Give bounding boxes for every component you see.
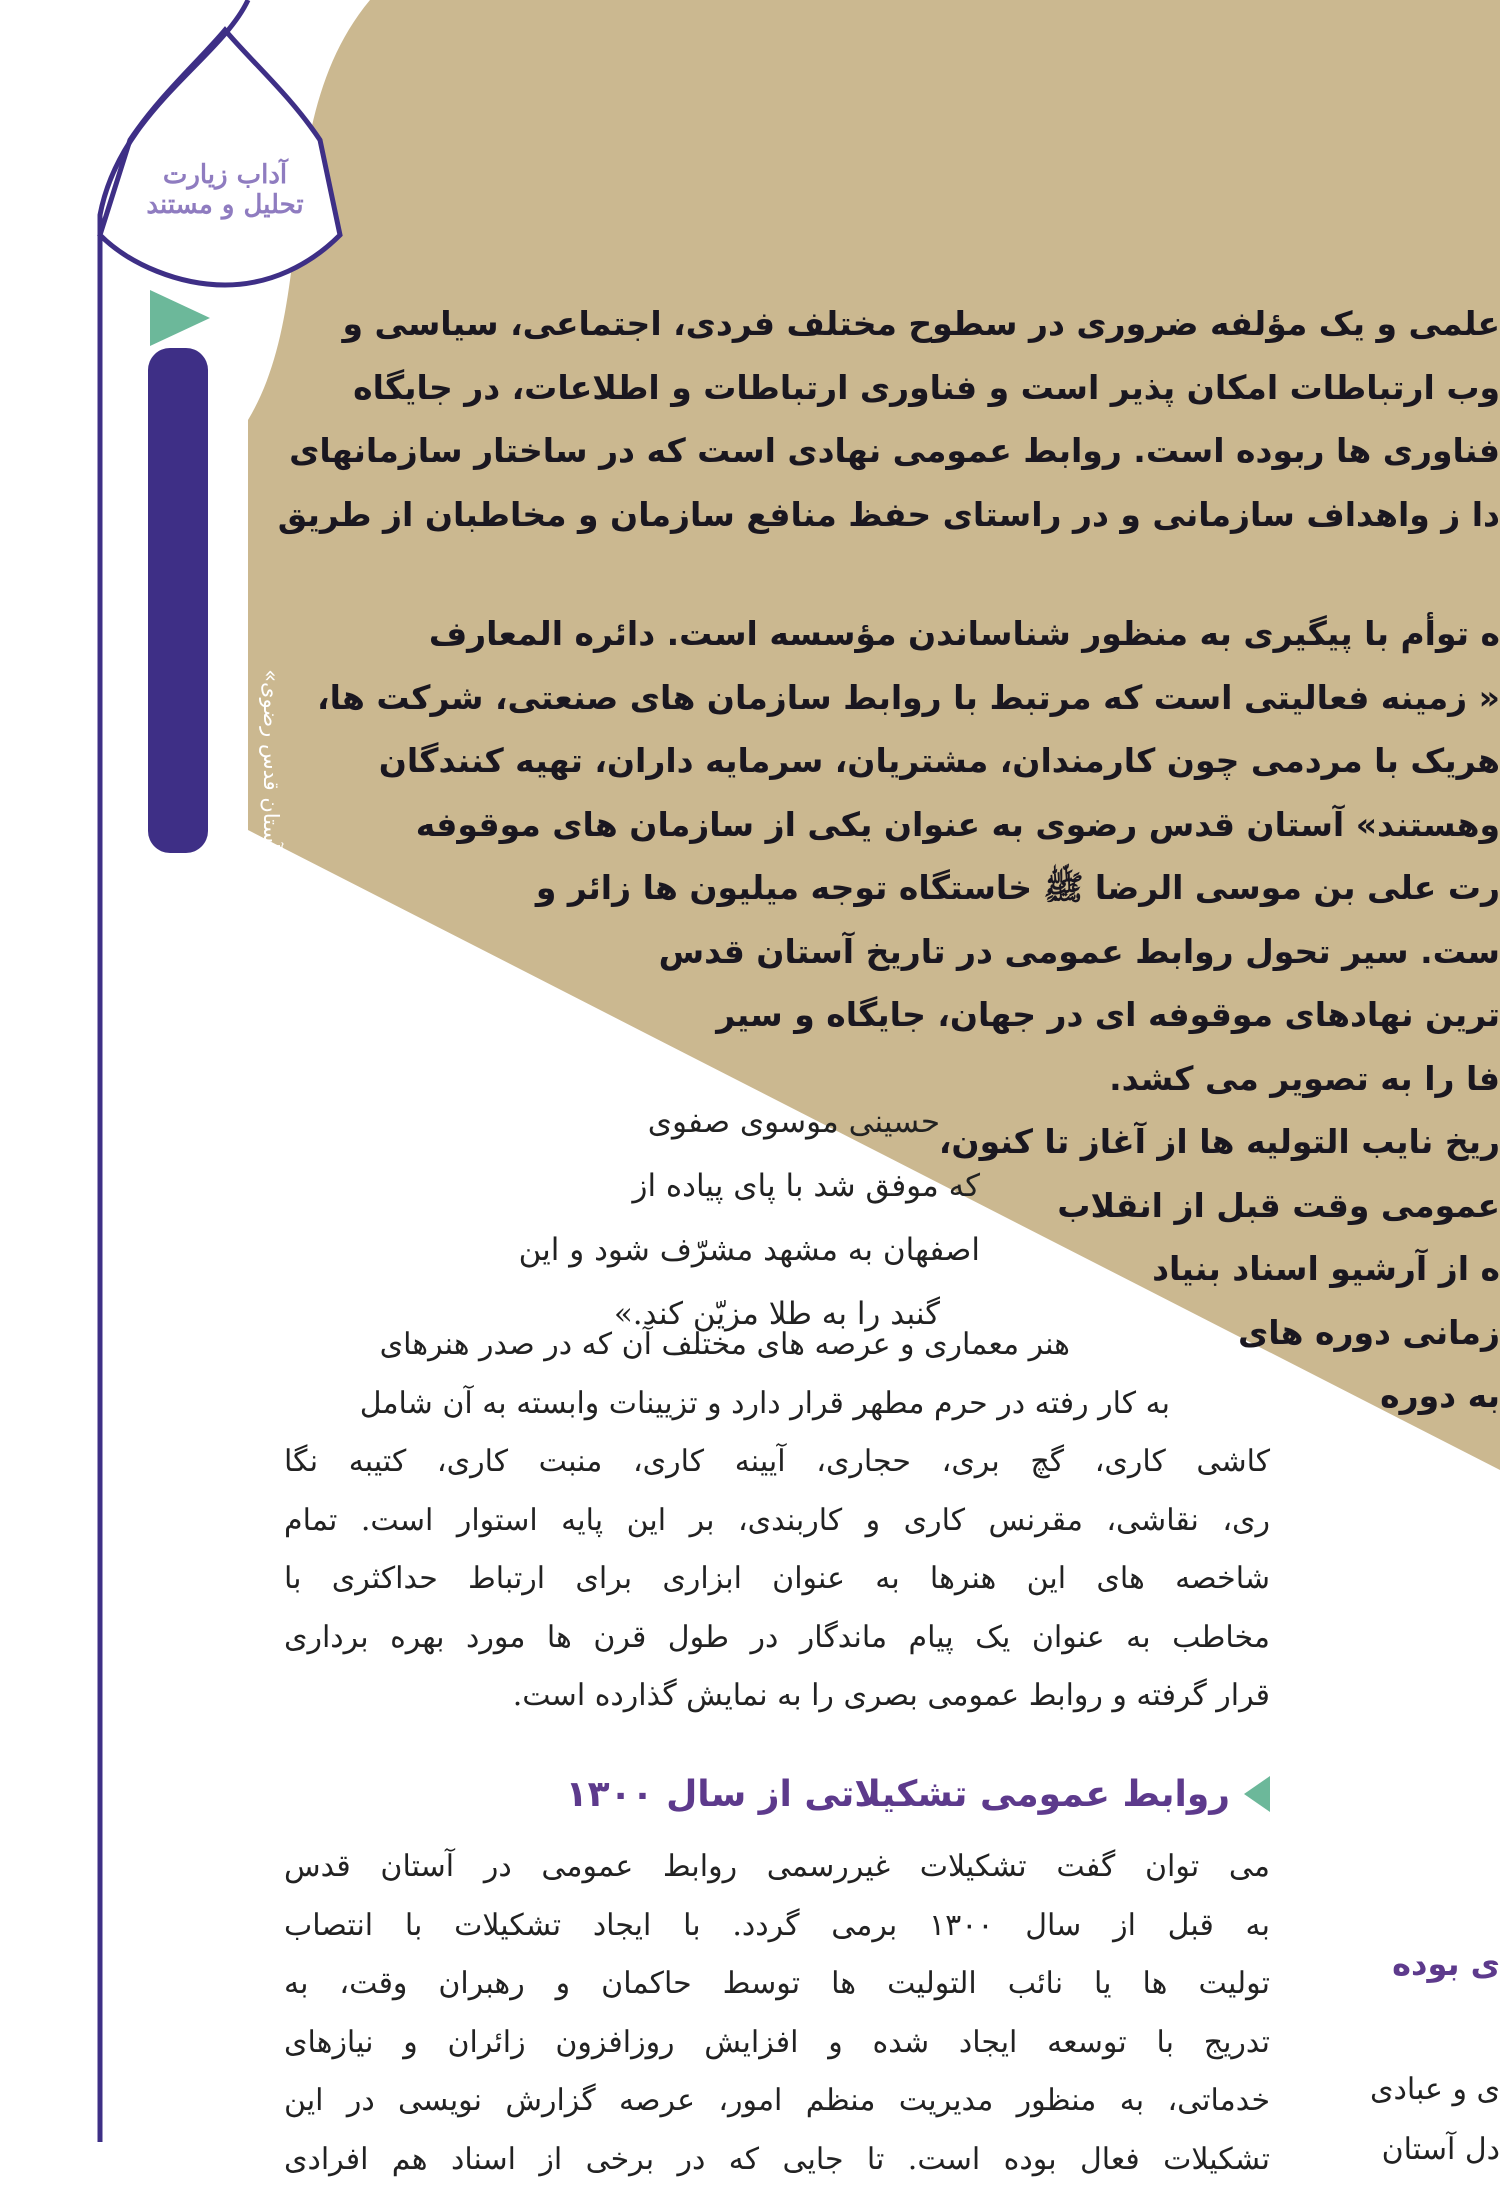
- section-paragraph: [284, 1838, 1270, 2176]
- intro-line: فناوری ها ربوده است. روابط عمومی نهادی است که در ساختار سازمانهای: [289, 431, 1500, 470]
- right-column-heading: ی بوده: [1392, 1945, 1500, 1983]
- intro-line: وب ارتباطات امکان پذیر است و فناوری ارتباطات و اطلاعات، در جایگاه: [353, 367, 1500, 407]
- right-column-text: [1310, 2060, 1500, 2167]
- quote-line: که موفق شد با پای پیاده از: [632, 1168, 980, 1204]
- logo-text: آداب زیارت تحلیل و مستند: [146, 160, 304, 220]
- paragraph-line: کاشی کاری، گچ بری، حجاری، آیینه کاری، منبت کاری، کتیبه نگا: [284, 1444, 1270, 1479]
- logo: [130, 120, 320, 260]
- right-column-line: ی و عبادی: [1370, 2072, 1500, 2107]
- paragraph-line: ری، نقاشی، مقرنس کاری و کاربندی، بر این پایه استوار است. تمام: [284, 1502, 1270, 1538]
- quote-line: اصفهان به مشهد مشرّف شود و این: [518, 1232, 980, 1268]
- intro-line: ریخ نایب التولیه ها از آغاز تا کنون،: [938, 1122, 1500, 1161]
- paragraph-line: تدریج با توسعه ایجاد شده و افزایش روزافزون زائران و نیازهای: [284, 2024, 1270, 2060]
- quote-line: گنبد را به طلا مزیّن کند.»: [613, 1296, 940, 1332]
- intro-line: هریک با مردمی چون کارمندان، مشتریان، سرمایه داران، تهیه کنندگان: [378, 741, 1500, 780]
- sidebar-vertical-bar: [148, 348, 208, 853]
- intro-line: عمومی وقت قبل از انقلاب: [1057, 1185, 1500, 1225]
- section-heading: [430, 1762, 1270, 1826]
- right-column-line: دل آستان: [1381, 2132, 1500, 2167]
- intro-line: ه از آرشیو اسناد بنیاد: [1152, 1249, 1500, 1288]
- paragraph-line: خدماتی، به منظور مدیریت منظم امور، عرصه گزارش نویسی در این: [284, 2083, 1270, 2118]
- paragraph-line: قرار گرفته و روابط عمومی بصری را به نمایش گذارده است.: [512, 1678, 1270, 1713]
- quote-line: حسینی موسوی صفوی: [647, 1104, 940, 1140]
- intro-line: علمی و یک مؤلفه ضروری در سطوح مختلف فردی، اجتماعی، سیاسی و: [342, 304, 1500, 343]
- section-title: روابط عمومی تشکیلاتی از سال ۱۳۰۰: [565, 1773, 1230, 1815]
- intro-line: رت علی بن موسی الرضا ﷺ خاستگاه توجه میلیون ها زائر و: [535, 868, 1500, 907]
- paragraph-line: به کار رفته در حرم مطهر قرار دارد و تزیینات وابسته به آن شامل: [359, 1385, 1170, 1421]
- intro-line: فا را به تصویر می کشد.: [1109, 1058, 1500, 1098]
- intro-line: ه توأم با پیگیری به منظور شناساندن مؤسسه است. دائره المعارف: [428, 614, 1500, 653]
- intro-line: ست. سیر تحول روابط عمومی در تاریخ آستان قدس: [658, 931, 1500, 971]
- intro-line: وهستند» آستان قدس رضوی به عنوان یکی از سازمان های موقوفه: [415, 804, 1500, 844]
- intro-line: « زمینه فعالیتی است که مرتبط با روابط سازمان های صنعتی، شرکت ها،: [317, 677, 1500, 717]
- paragraph-line: مخاطب به عنوان یک پیام ماندگار در طول قرن ها مورد بهره برداری: [284, 1619, 1270, 1655]
- sidebar-triangle-marker: [150, 290, 210, 346]
- paragraph-line: تولیت ها یا نائب التولیت ها توسط حاکمان و رهبران وقت، به: [284, 1966, 1270, 2001]
- heading-triangle-icon: [1244, 1776, 1270, 1812]
- quote-block: [280, 1090, 980, 1346]
- art-paragraph: [284, 1316, 1270, 1726]
- intro-line: زمانی دوره های: [1237, 1312, 1500, 1352]
- paragraph-line: شاخصه های این هنرها به عنوان ابزاری برای ارتباط حداکثری با: [284, 1561, 1270, 1596]
- intro-line: ترین نهادهای موقوفه ای در جهان، جایگاه و سیر: [716, 995, 1500, 1034]
- paragraph-line: به قبل از سال ۱۳۰۰ برمی گردد. با ایجاد تشکیلات با انتصاب: [284, 1907, 1270, 1943]
- paragraph-line: تشکیلات فعال بوده است. تا جایی که در برخی از اسناد هم افرادی: [284, 2141, 1270, 2177]
- sidebar-vertical-label: «ارتباطات و رسانه در آستان قدس رضوی»: [259, 669, 283, 1047]
- intro-line: دا ز واهداف سازمانی و در راستای حفظ منافع سازمان و مخاطبان از طریق: [277, 494, 1500, 534]
- intro-line: به دوره: [1380, 1376, 1500, 1415]
- paragraph-line: می توان گفت تشکیلات غیررسمی روابط عمومی در آستان قدس: [284, 1849, 1270, 1884]
- paragraph-line: هنر معماری و عرصه های مختلف آن که در صدر هنرهای: [379, 1327, 1070, 1362]
